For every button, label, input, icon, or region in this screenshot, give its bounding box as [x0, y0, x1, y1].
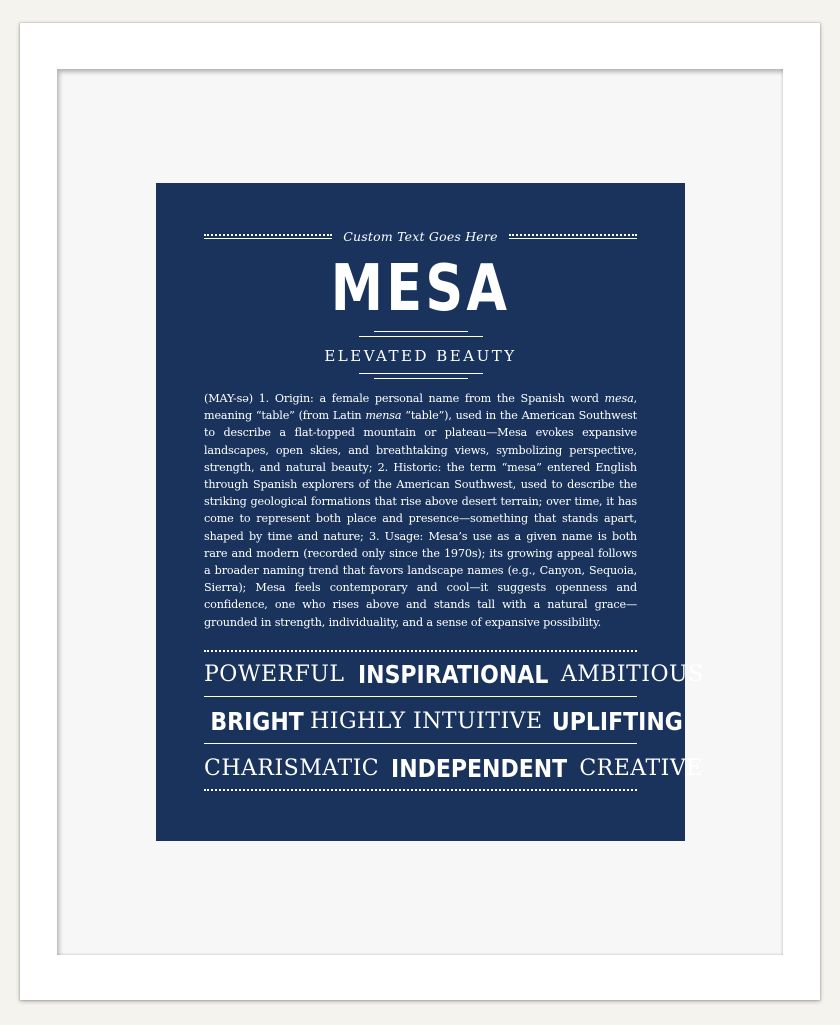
custom-text-row: [204, 223, 637, 249]
trait-word: UPLIFTING: [551, 706, 683, 736]
definition-part-3: “table”), used in the American Southwest to describe a flat-topped mountain or plateau—Mesa evokes expansive landscapes, open skies, and breathtaking views, symbolizing perspective, strength, and natural beauty; 2. Historic: the term “mesa” entered English through Spanish explorers of the American Southwest, used to describe the striking geological formations that rise above desert terrain; over time, it has come to represent both place and presence—something that stands apart, shaped by time and nature; 3. Usage: Mesa’s use as a given name is both rare and modern (recorded only since the 1970s); its growing appeal follows a broader naming trend that favors landscape names (e.g., Canyon, Sequoia, Sierra); Mesa feels contemporary and cool—it suggests openness and confidence, one who rises above and stands tall with a natural grace—grounded in strength, individuality, and a sense of expansive possibility.: [204, 409, 637, 629]
definition-part-1: 1. Origin: a female personal name from the Spanish word: [252, 392, 605, 405]
upper-rule-short: [374, 331, 468, 332]
traits-top-dotted-rule: [204, 650, 637, 652]
trait-word: CREATIVE: [579, 755, 703, 781]
custom-text: Custom Text Goes Here: [343, 228, 498, 244]
trait-row-1: [204, 657, 704, 691]
trait-word: INSPIRATIONAL: [357, 659, 548, 689]
trait-word: BRIGHT: [210, 706, 304, 736]
trait-word: AMBITIOUS: [560, 661, 704, 687]
definition-text: [204, 390, 637, 631]
pronunciation: (MAY-sə): [204, 392, 253, 405]
name-print: [156, 183, 704, 841]
lower-rule-short: [374, 378, 468, 379]
trait-word: HIGHLY INTUITIVE: [310, 708, 543, 734]
upper-rule-long: [359, 336, 483, 337]
trait-separator: [204, 696, 637, 697]
trait-row-2: [204, 704, 683, 738]
dotted-rule-right: [509, 234, 637, 239]
traits-bottom-dotted-rule: [204, 789, 637, 791]
word-mesa: mesa: [604, 392, 634, 405]
name-title: MESA: [330, 252, 511, 326]
trait-word: CHARISMATIC: [204, 755, 380, 781]
tagline: ELEVATED BEAUTY: [324, 347, 517, 365]
trait-separator: [204, 743, 637, 744]
upper-rule-set: [156, 331, 685, 337]
trait-row-3: [204, 751, 703, 785]
dotted-rule-left: [204, 234, 332, 239]
lower-rule-set: [156, 373, 685, 379]
word-mensa: mensa: [365, 409, 402, 423]
definition-part-2: , meaning “table” (from Latin: [204, 392, 637, 423]
trait-word: INDEPENDENT: [391, 753, 568, 783]
lower-rule-long: [359, 373, 483, 374]
trait-word: POWERFUL: [204, 661, 345, 687]
